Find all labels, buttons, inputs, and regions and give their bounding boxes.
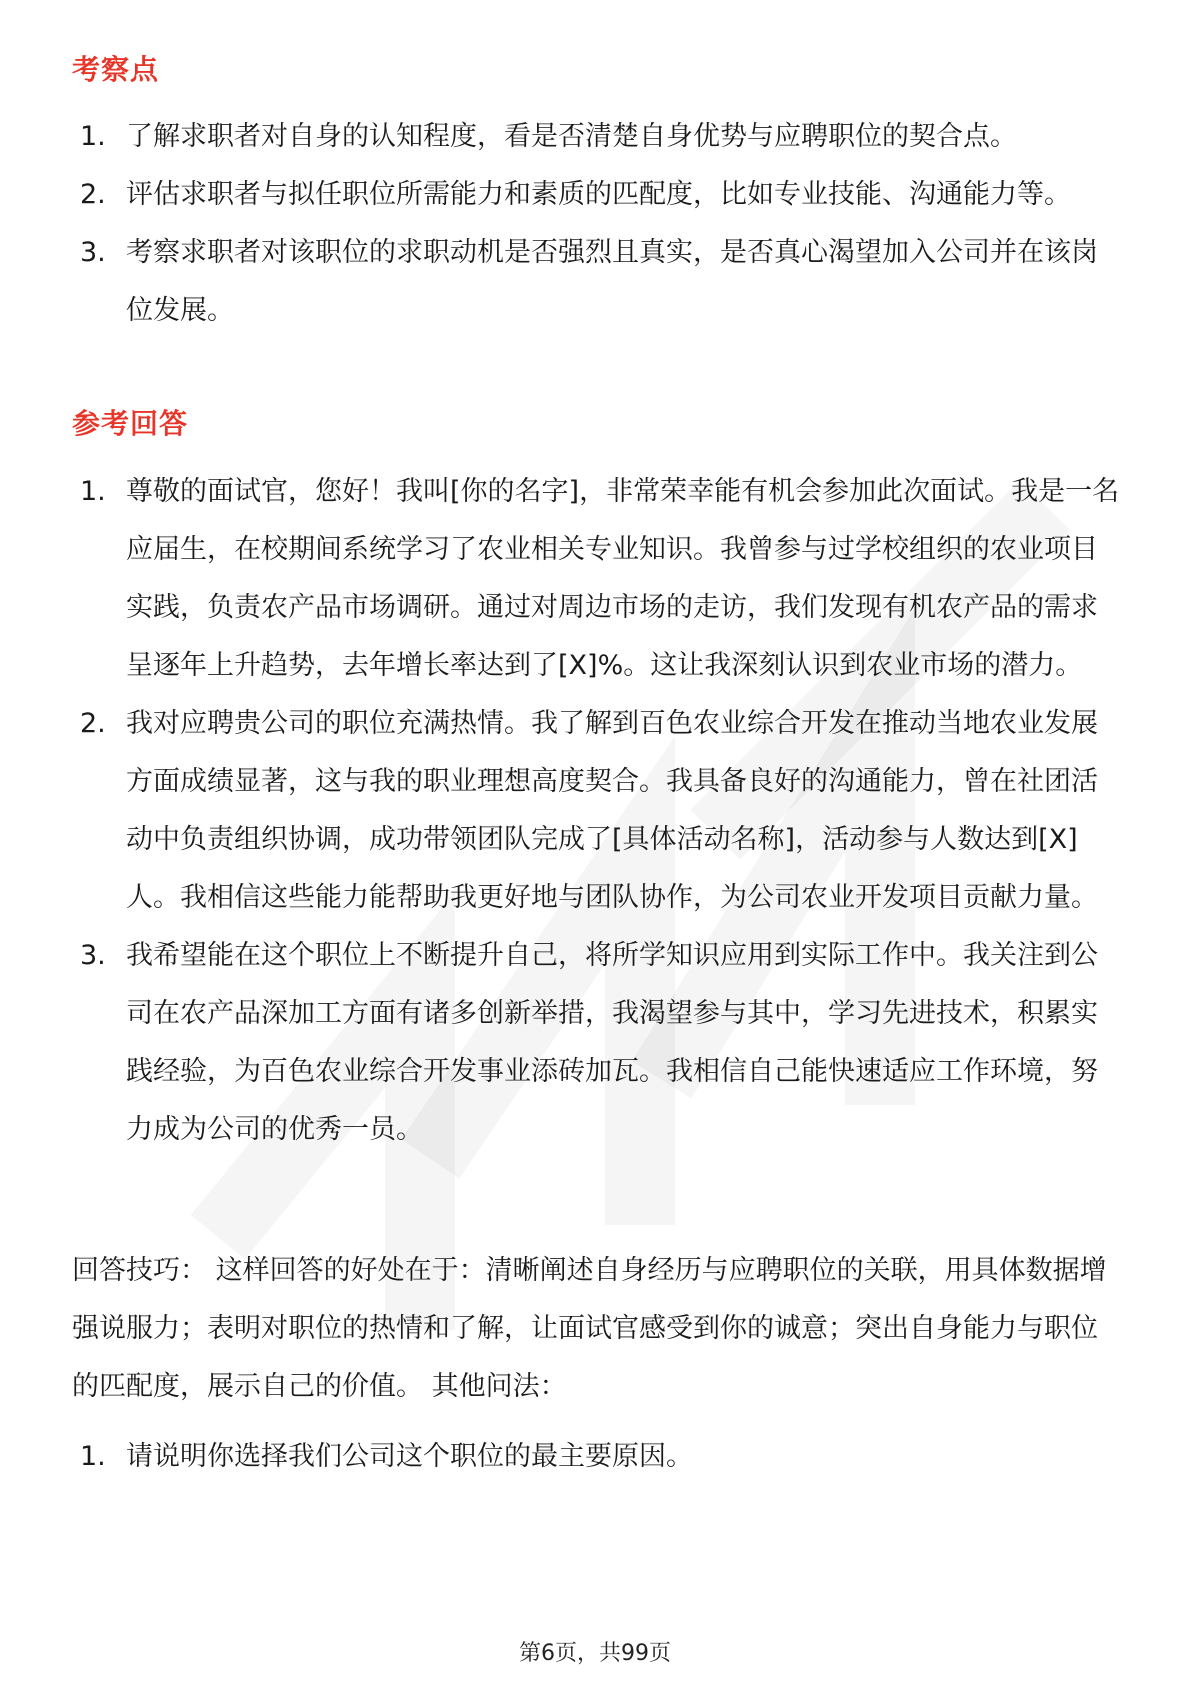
answer-tips-paragraph: 回答技巧： 这样回答的好处在于：清晰阐述自身经历与应聘职位的关联，用具体数据增强说服力；表明对职位的热情和了解，让面试官感受到你的诚意；突出自身能力与职位的匹配度，展示自己的价值。 其他问法： xyxy=(72,1255,1107,1402)
list-item xyxy=(80,1428,1120,1486)
list-item-text: 请说明你选择我们公司这个职位的最主要原因。 xyxy=(126,1441,693,1472)
list-item-text: 考察求职者对该职位的求职动机是否强烈且真实，是否真心渴望加入公司并在该岗位发展。 xyxy=(126,237,1098,326)
list-item xyxy=(80,927,1120,1159)
section-title-reference-answer: 参考回答 xyxy=(72,407,189,440)
list-item xyxy=(80,463,1120,695)
exam-points-list xyxy=(80,108,1120,340)
list-item-text: 我对应聘贵公司的职位充满热情。我了解到百色农业综合开发在推动当地农业发展方面成绩显著，这与我的职业理想高度契合。我具备良好的沟通能力，曾在社团活动中负责组织协调，成功带领团队完成了[具体活动名称]，活动参与人数达到[X]人。我相信这些能力能帮助我更好地与团队协作，为公司农业开发项目贡献力量。 xyxy=(126,708,1098,913)
list-item-text: 尊敬的面试官，您好！我叫[你的名字]，非常荣幸能有机会参加此次面试。我是一名应届生，在校期间系统学习了农业相关专业知识。我曾参与过学校组织的农业项目实践，负责农产品市场调研。通过对周边市场的走访，我们发现有机农产品的需求呈逐年上升趋势，去年增长率达到了[X]%。这让我深刻认识到农业市场的潜力。 xyxy=(126,476,1120,681)
list-number: 3. xyxy=(80,237,106,268)
section-title-exam-points: 考察点 xyxy=(72,53,160,86)
list-item-text: 了解求职者对自身的认知程度，看是否清楚自身优势与应聘职位的契合点。 xyxy=(126,121,1017,152)
list-number: 2. xyxy=(80,708,106,739)
list-number: 3. xyxy=(80,940,106,971)
list-number: 1. xyxy=(80,1441,106,1472)
list-item xyxy=(80,166,1120,224)
list-number: 1. xyxy=(80,121,106,152)
reference-answer-list xyxy=(80,463,1120,1159)
list-item xyxy=(80,224,1120,340)
list-item xyxy=(80,108,1120,166)
list-item-text: 我希望能在这个职位上不断提升自己，将所学知识应用到实际工作中。我关注到公司在农产品深加工方面有诸多创新举措，我渴望参与其中，学习先进技术，积累实践经验，为百色农业综合开发事业添砖加瓦。我相信自己能快速适应工作环境，努力成为公司的优秀一员。 xyxy=(126,940,1098,1145)
other-questions-list xyxy=(80,1428,1120,1486)
list-item-text: 评估求职者与拟任职位所需能力和素质的匹配度，比如专业技能、沟通能力等。 xyxy=(126,179,1071,210)
list-number: 2. xyxy=(80,179,106,210)
list-item xyxy=(80,695,1120,927)
list-number: 1. xyxy=(80,476,106,507)
page-footer: 第6页，共99页 xyxy=(519,1641,671,1666)
